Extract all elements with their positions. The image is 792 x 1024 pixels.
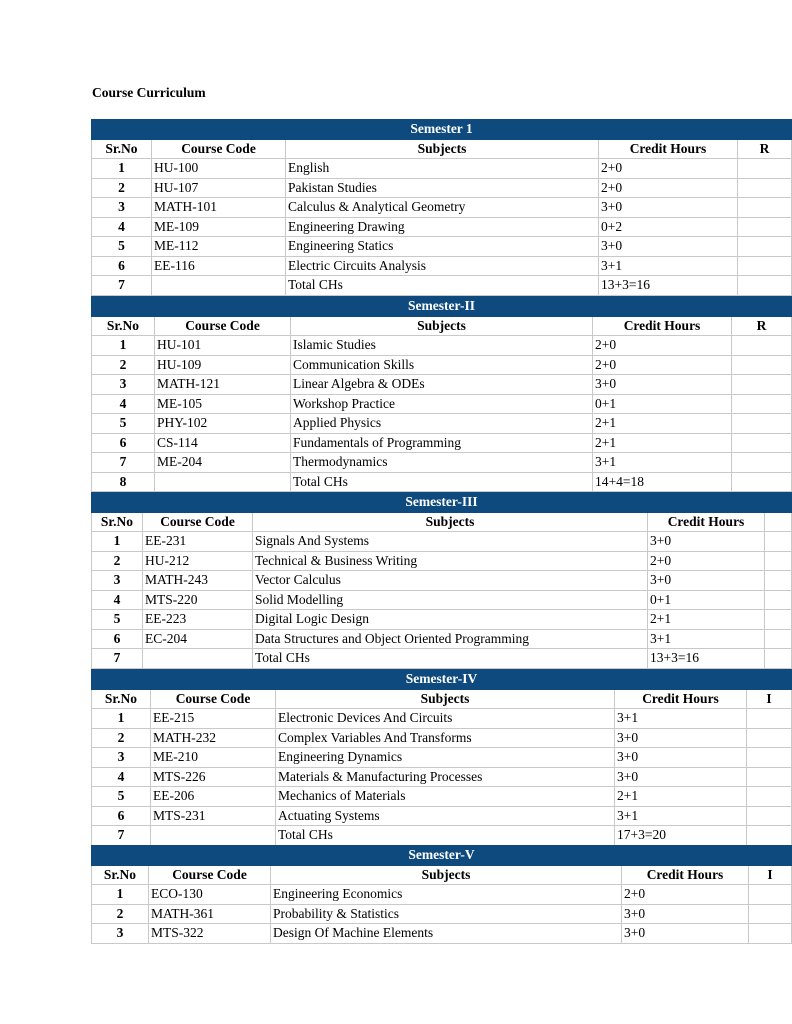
table-row xyxy=(92,414,792,434)
remarks-cell xyxy=(732,355,792,375)
remarks-cell xyxy=(765,551,792,571)
semester-table xyxy=(91,119,792,296)
credit-hours-cell: 2+1 xyxy=(648,610,765,630)
course-code-cell: MTS-220 xyxy=(143,590,253,610)
course-code-cell: MATH-232 xyxy=(151,728,276,748)
column-header: Subjects xyxy=(253,512,648,532)
remarks-cell xyxy=(732,336,792,356)
course-code-cell xyxy=(152,276,286,296)
course-code-cell: MATH-361 xyxy=(149,904,271,924)
subject-cell: Materials & Manufacturing Processes xyxy=(276,767,615,787)
column-header: Credit Hours xyxy=(599,139,738,159)
course-code-cell xyxy=(155,472,291,492)
semester-table xyxy=(91,845,792,944)
column-header: Subjects xyxy=(271,865,622,885)
table-row xyxy=(92,767,792,787)
sr-no-cell: 7 xyxy=(92,276,152,296)
sr-no-cell: 5 xyxy=(92,610,143,630)
sr-no-cell: 2 xyxy=(92,551,143,571)
credit-hours-cell: 2+0 xyxy=(593,336,732,356)
remarks-cell xyxy=(747,787,792,807)
remarks-cell xyxy=(732,375,792,395)
semester-title: Semester-II xyxy=(92,297,792,317)
sr-no-cell: 4 xyxy=(92,767,151,787)
semester-title: Semester 1 xyxy=(92,120,792,140)
sr-no-cell: 2 xyxy=(92,178,152,198)
table-row xyxy=(92,237,792,257)
course-code-cell xyxy=(151,826,276,846)
column-header: Credit Hours xyxy=(622,865,749,885)
course-code-cell: HU-100 xyxy=(152,159,286,179)
subject-cell: Pakistan Studies xyxy=(286,178,599,198)
remarks-cell xyxy=(732,433,792,453)
sr-no-cell: 3 xyxy=(92,924,149,944)
column-header: Sr.No xyxy=(92,689,151,709)
credit-hours-cell: 2+0 xyxy=(599,159,738,179)
course-code-cell: ECO-130 xyxy=(149,885,271,905)
sr-no-cell: 1 xyxy=(92,709,151,729)
subject-cell: Digital Logic Design xyxy=(253,610,648,630)
column-header: Course Code xyxy=(149,865,271,885)
column-header: Credit Hours xyxy=(593,316,732,336)
credit-hours-cell: 3+0 xyxy=(615,748,747,768)
course-code-cell: MTS-226 xyxy=(151,767,276,787)
remarks-cell xyxy=(732,472,792,492)
subject-cell: Electronic Devices And Circuits xyxy=(276,709,615,729)
subject-cell: Design Of Machine Elements xyxy=(271,924,622,944)
course-code-cell: HU-109 xyxy=(155,355,291,375)
course-code-cell: ME-109 xyxy=(152,217,286,237)
subject-cell: Workshop Practice xyxy=(291,394,593,414)
subject-cell: Data Structures and Object Oriented Programming xyxy=(253,629,648,649)
semester-table xyxy=(91,296,792,492)
credit-hours-cell: 0+1 xyxy=(593,394,732,414)
column-header: Credit Hours xyxy=(648,512,765,532)
table-row xyxy=(92,198,792,218)
credit-hours-cell: 2+0 xyxy=(593,355,732,375)
credit-hours-cell: 2+1 xyxy=(615,787,747,807)
sr-no-cell: 7 xyxy=(92,649,143,669)
column-header: Course Code xyxy=(143,512,253,532)
course-code-cell: EE-206 xyxy=(151,787,276,807)
column-header: Sr.No xyxy=(92,512,143,532)
course-code-cell: MATH-101 xyxy=(152,198,286,218)
subject-cell: Total CHs xyxy=(253,649,648,669)
table-row xyxy=(92,276,792,296)
course-code-cell: EE-223 xyxy=(143,610,253,630)
sr-no-cell: 1 xyxy=(92,159,152,179)
column-header: Credit Hours xyxy=(615,689,747,709)
remarks-cell xyxy=(732,414,792,434)
credit-hours-cell: 2+0 xyxy=(648,551,765,571)
subject-cell: Islamic Studies xyxy=(291,336,593,356)
remarks-cell xyxy=(765,610,792,630)
column-header: Sr.No xyxy=(92,865,149,885)
credit-hours-cell: 13+3=16 xyxy=(648,649,765,669)
table-row xyxy=(92,551,792,571)
table-row xyxy=(92,826,792,846)
column-header: Course Code xyxy=(155,316,291,336)
sr-no-cell: 5 xyxy=(92,787,151,807)
remarks-cell xyxy=(747,728,792,748)
credit-hours-cell: 3+0 xyxy=(622,924,749,944)
subject-cell: Probability & Statistics xyxy=(271,904,622,924)
column-header: Subjects xyxy=(286,139,599,159)
table-row xyxy=(92,590,792,610)
course-code-cell: MATH-243 xyxy=(143,571,253,591)
column-header: R xyxy=(732,316,792,336)
course-code-cell: ME-112 xyxy=(152,237,286,257)
column-header: I xyxy=(747,689,792,709)
sr-no-cell: 3 xyxy=(92,748,151,768)
credit-hours-cell: 3+0 xyxy=(615,767,747,787)
course-code-cell: ME-105 xyxy=(155,394,291,414)
subject-cell: Actuating Systems xyxy=(276,806,615,826)
remarks-cell xyxy=(738,178,792,198)
remarks-cell xyxy=(738,237,792,257)
column-header: R xyxy=(738,139,792,159)
subject-cell: Mechanics of Materials xyxy=(276,787,615,807)
subject-cell: Engineering Drawing xyxy=(286,217,599,237)
sr-no-cell: 3 xyxy=(92,198,152,218)
table-row xyxy=(92,178,792,198)
remarks-cell xyxy=(765,649,792,669)
table-row xyxy=(92,629,792,649)
course-code-cell: EE-231 xyxy=(143,532,253,552)
table-row xyxy=(92,571,792,591)
subject-cell: Technical & Business Writing xyxy=(253,551,648,571)
subject-cell: Electric Circuits Analysis xyxy=(286,256,599,276)
credit-hours-cell: 0+1 xyxy=(648,590,765,610)
remarks-cell xyxy=(747,806,792,826)
sr-no-cell: 6 xyxy=(92,256,152,276)
credit-hours-cell: 3+0 xyxy=(593,375,732,395)
credit-hours-cell: 0+2 xyxy=(599,217,738,237)
course-code-cell: MTS-231 xyxy=(151,806,276,826)
column-header: Sr.No xyxy=(92,316,155,336)
subject-cell: Complex Variables And Transforms xyxy=(276,728,615,748)
semester-title: Semester-V xyxy=(92,846,792,866)
subject-cell: Engineering Dynamics xyxy=(276,748,615,768)
remarks-cell xyxy=(732,453,792,473)
table-row xyxy=(92,256,792,276)
table-row xyxy=(92,532,792,552)
table-row xyxy=(92,649,792,669)
sr-no-cell: 5 xyxy=(92,237,152,257)
table-row xyxy=(92,217,792,237)
credit-hours-cell: 3+1 xyxy=(615,806,747,826)
table-row xyxy=(92,709,792,729)
course-code-cell: PHY-102 xyxy=(155,414,291,434)
course-code-cell: HU-212 xyxy=(143,551,253,571)
remarks-cell xyxy=(747,748,792,768)
remarks-cell xyxy=(749,904,792,924)
document-title: Course Curriculum xyxy=(92,85,206,100)
course-code-cell: EC-204 xyxy=(143,629,253,649)
table-row xyxy=(92,433,792,453)
course-code-cell: ME-204 xyxy=(155,453,291,473)
credit-hours-cell: 3+0 xyxy=(615,728,747,748)
subject-cell: Fundamentals of Programming xyxy=(291,433,593,453)
subject-cell: Vector Calculus xyxy=(253,571,648,591)
column-header: Sr.No xyxy=(92,139,152,159)
table-row xyxy=(92,806,792,826)
sr-no-cell: 5 xyxy=(92,414,155,434)
remarks-cell xyxy=(732,394,792,414)
table-row xyxy=(92,472,792,492)
sr-no-cell: 1 xyxy=(92,532,143,552)
semester-title: Semester-III xyxy=(92,493,792,513)
sr-no-cell: 1 xyxy=(92,336,155,356)
remarks-cell xyxy=(738,276,792,296)
credit-hours-cell: 3+1 xyxy=(593,453,732,473)
sr-no-cell: 3 xyxy=(92,571,143,591)
table-row xyxy=(92,748,792,768)
table-row xyxy=(92,728,792,748)
remarks-cell xyxy=(765,629,792,649)
subject-cell: Calculus & Analytical Geometry xyxy=(286,198,599,218)
remarks-cell xyxy=(749,885,792,905)
column-header: Subjects xyxy=(276,689,615,709)
course-code-cell: HU-107 xyxy=(152,178,286,198)
column-header: Subjects xyxy=(291,316,593,336)
subject-cell: Applied Physics xyxy=(291,414,593,434)
subject-cell: Linear Algebra & ODEs xyxy=(291,375,593,395)
sr-no-cell: 6 xyxy=(92,806,151,826)
subject-cell: Solid Modelling xyxy=(253,590,648,610)
course-code-cell: ME-210 xyxy=(151,748,276,768)
sr-no-cell: 1 xyxy=(92,885,149,905)
sr-no-cell: 2 xyxy=(92,355,155,375)
credit-hours-cell: 2+0 xyxy=(599,178,738,198)
credit-hours-cell: 2+1 xyxy=(593,433,732,453)
column-header: I xyxy=(749,865,792,885)
table-row xyxy=(92,787,792,807)
semester-title: Semester-IV xyxy=(92,670,792,690)
table-row xyxy=(92,453,792,473)
table-row xyxy=(92,394,792,414)
subject-cell: Total CHs xyxy=(291,472,593,492)
table-row xyxy=(92,924,792,944)
subject-cell: Communication Skills xyxy=(291,355,593,375)
remarks-cell xyxy=(747,709,792,729)
table-row xyxy=(92,610,792,630)
credit-hours-cell: 3+0 xyxy=(648,532,765,552)
subject-cell: Total CHs xyxy=(286,276,599,296)
remarks-cell xyxy=(747,826,792,846)
course-code-cell: EE-116 xyxy=(152,256,286,276)
sr-no-cell: 7 xyxy=(92,453,155,473)
subject-cell: Thermodynamics xyxy=(291,453,593,473)
semester-table xyxy=(91,669,792,846)
table-row xyxy=(92,904,792,924)
credit-hours-cell: 3+1 xyxy=(648,629,765,649)
course-code-cell: CS-114 xyxy=(155,433,291,453)
subject-cell: Engineering Statics xyxy=(286,237,599,257)
subject-cell: Engineering Economics xyxy=(271,885,622,905)
sr-no-cell: 8 xyxy=(92,472,155,492)
credit-hours-cell: 3+0 xyxy=(648,571,765,591)
remarks-cell xyxy=(747,767,792,787)
table-row xyxy=(92,336,792,356)
subject-cell: Signals And Systems xyxy=(253,532,648,552)
sr-no-cell: 3 xyxy=(92,375,155,395)
course-code-cell: HU-101 xyxy=(155,336,291,356)
credit-hours-cell: 3+0 xyxy=(622,904,749,924)
remarks-cell xyxy=(738,198,792,218)
column-header: Course Code xyxy=(151,689,276,709)
subject-cell: Total CHs xyxy=(276,826,615,846)
sr-no-cell: 2 xyxy=(92,904,149,924)
remarks-cell xyxy=(765,571,792,591)
subject-cell: English xyxy=(286,159,599,179)
sr-no-cell: 4 xyxy=(92,217,152,237)
credit-hours-cell: 2+1 xyxy=(593,414,732,434)
credit-hours-cell: 3+1 xyxy=(599,256,738,276)
credit-hours-cell: 3+1 xyxy=(615,709,747,729)
credit-hours-cell: 13+3=16 xyxy=(599,276,738,296)
remarks-cell xyxy=(738,159,792,179)
remarks-cell xyxy=(738,217,792,237)
credit-hours-cell: 3+0 xyxy=(599,198,738,218)
remarks-cell xyxy=(749,924,792,944)
remarks-cell xyxy=(765,590,792,610)
sr-no-cell: 6 xyxy=(92,433,155,453)
sr-no-cell: 4 xyxy=(92,590,143,610)
course-code-cell: MATH-121 xyxy=(155,375,291,395)
semester-table xyxy=(91,492,792,669)
table-row xyxy=(92,885,792,905)
course-code-cell xyxy=(143,649,253,669)
column-header: Course Code xyxy=(152,139,286,159)
credit-hours-cell: 3+0 xyxy=(599,237,738,257)
remarks-cell xyxy=(765,532,792,552)
course-code-cell: MTS-322 xyxy=(149,924,271,944)
course-code-cell: EE-215 xyxy=(151,709,276,729)
credit-hours-cell: 2+0 xyxy=(622,885,749,905)
sr-no-cell: 7 xyxy=(92,826,151,846)
sr-no-cell: 4 xyxy=(92,394,155,414)
sr-no-cell: 6 xyxy=(92,629,143,649)
table-row xyxy=(92,375,792,395)
credit-hours-cell: 14+4=18 xyxy=(593,472,732,492)
column-header xyxy=(765,512,792,532)
remarks-cell xyxy=(738,256,792,276)
table-row xyxy=(92,159,792,179)
credit-hours-cell: 17+3=20 xyxy=(615,826,747,846)
sr-no-cell: 2 xyxy=(92,728,151,748)
table-row xyxy=(92,355,792,375)
